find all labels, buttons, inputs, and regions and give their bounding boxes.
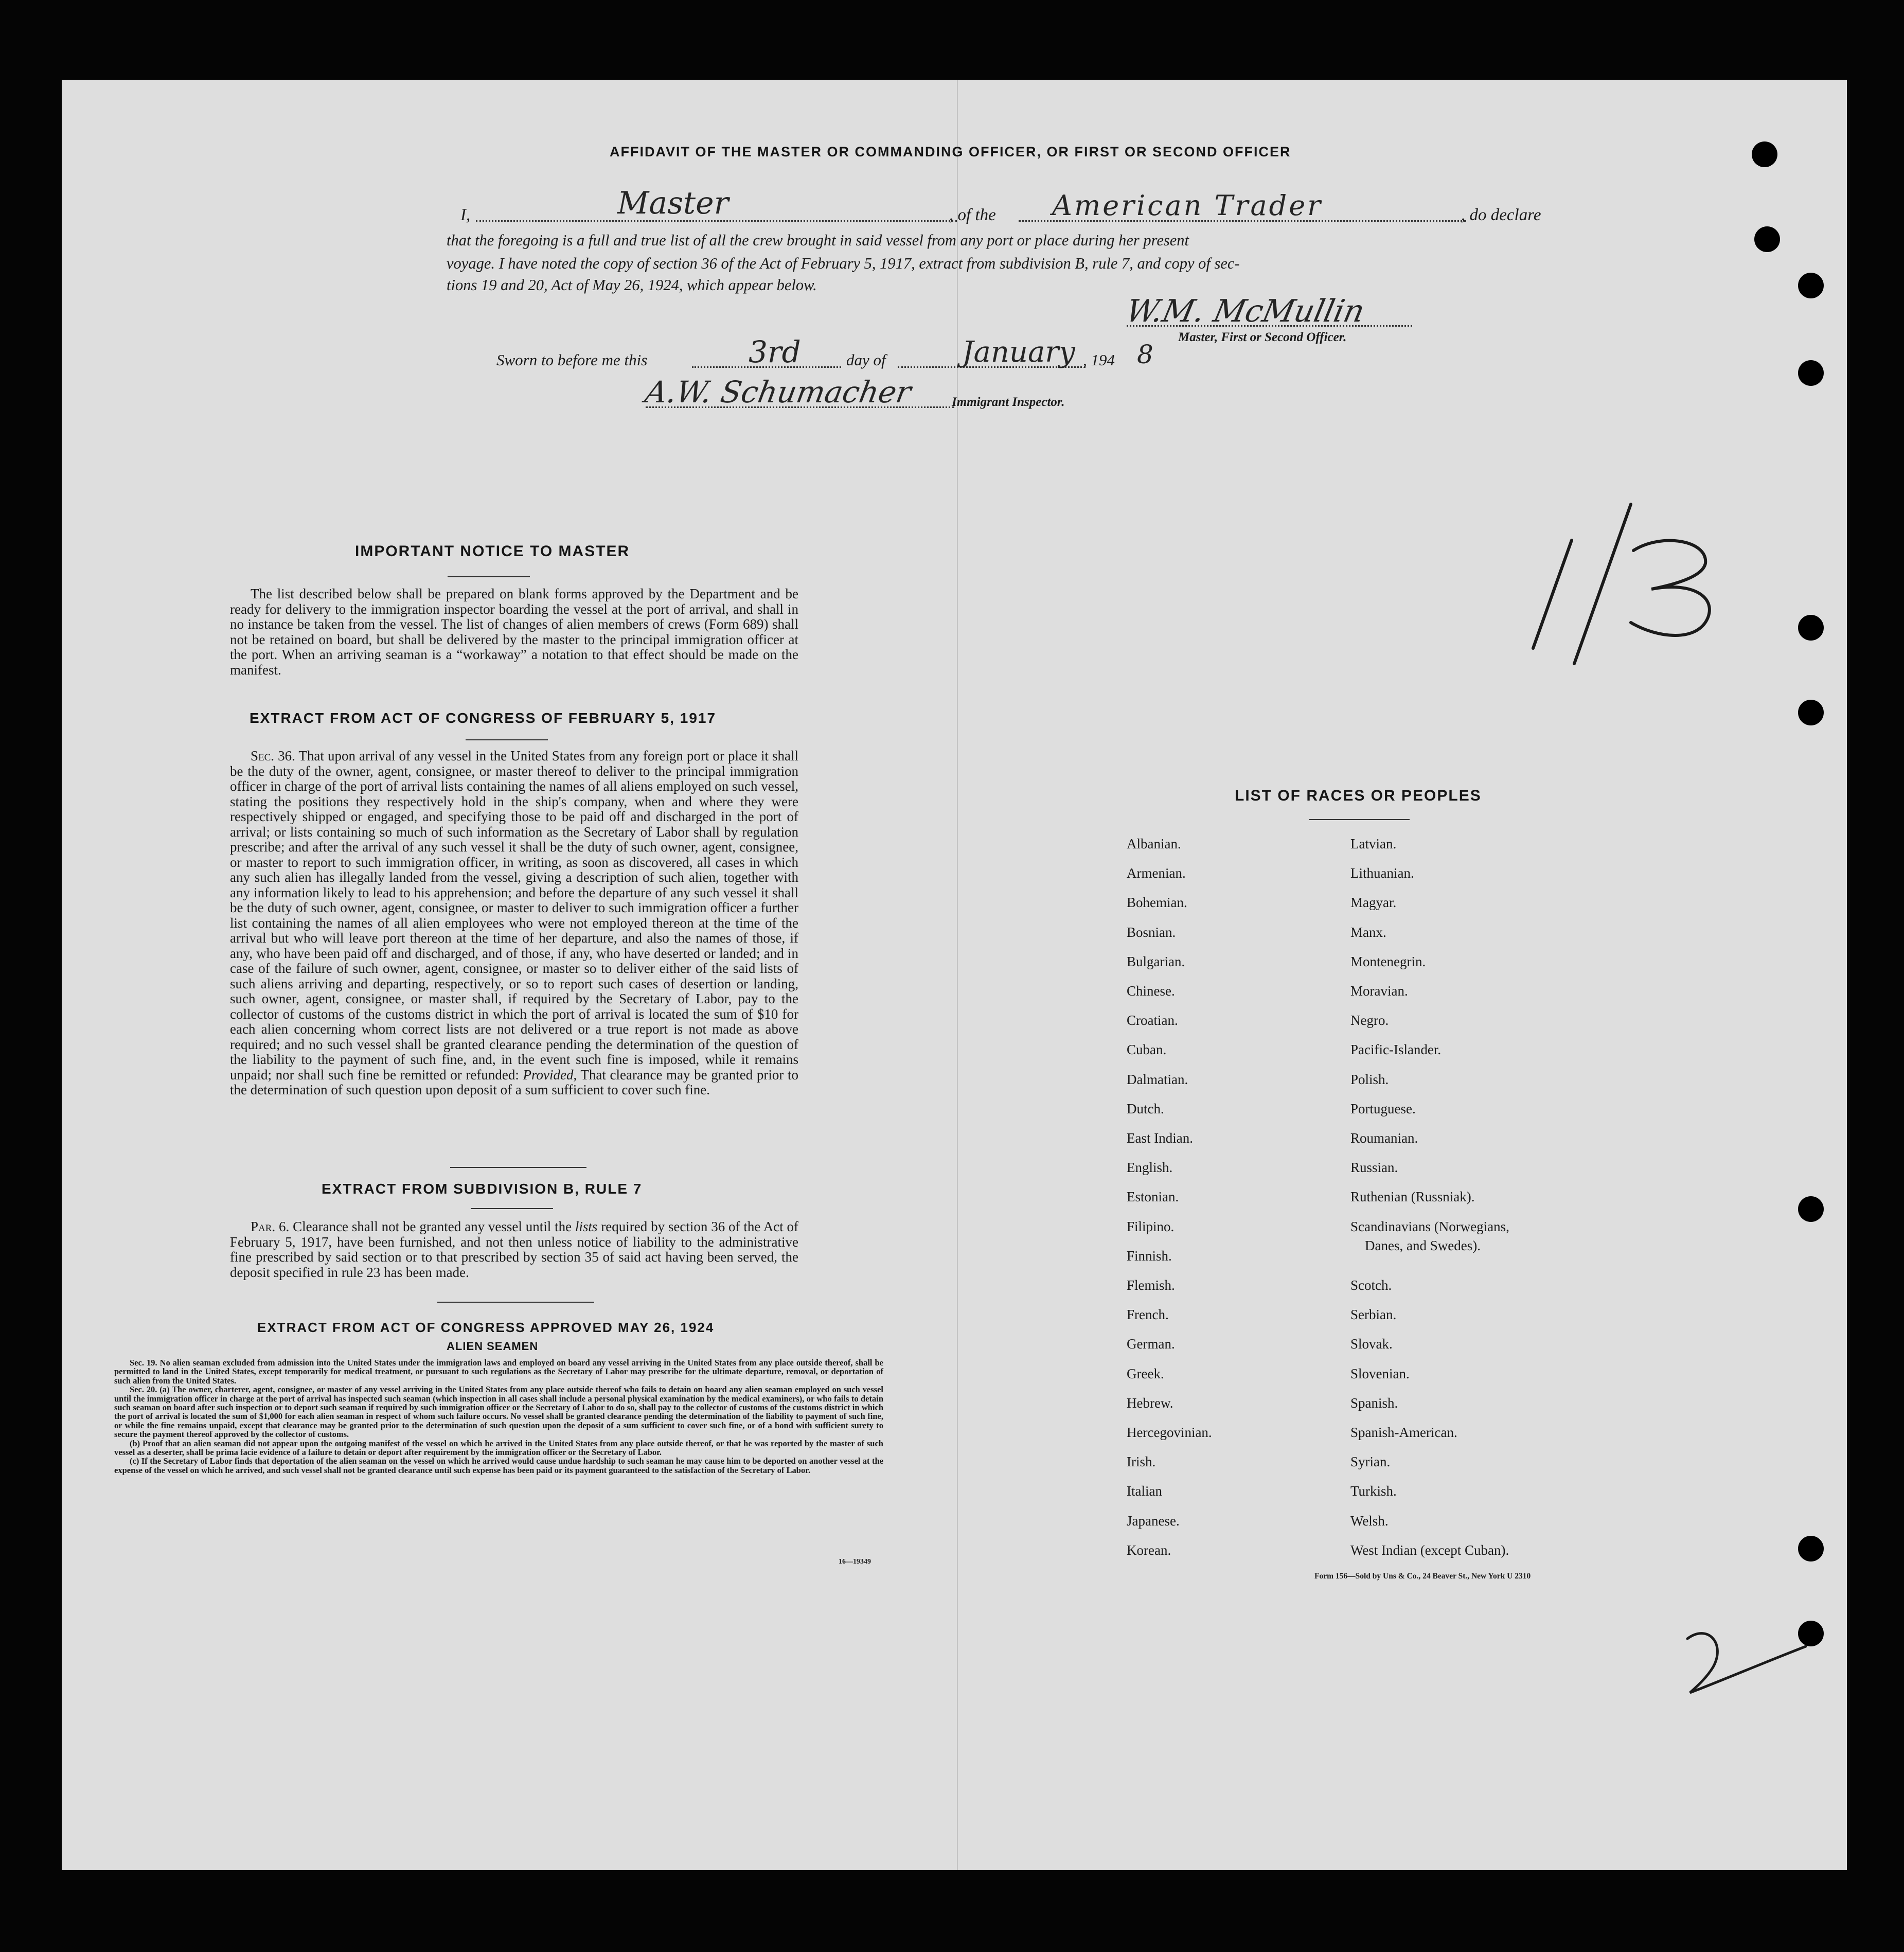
race-item: Japanese. — [1127, 1513, 1180, 1529]
notice-body — [230, 587, 798, 678]
race-item: Moravian. — [1350, 983, 1408, 999]
race-item: Bohemian. — [1127, 895, 1187, 911]
race-item: Croatian. — [1127, 1013, 1178, 1028]
divider — [466, 739, 548, 740]
race-item: Scandinavians (Norwegians, — [1350, 1218, 1509, 1234]
punch-hole — [1798, 1536, 1824, 1561]
punch-hole — [1798, 700, 1824, 725]
punch-hole — [1798, 273, 1824, 298]
year-prefix: , 194 — [1083, 351, 1115, 369]
race-item: Turkish. — [1350, 1483, 1397, 1499]
race-item: Hebrew. — [1127, 1395, 1173, 1411]
inspector-line — [646, 406, 954, 408]
punch-hole — [1752, 141, 1777, 167]
sworn-day: 3rd — [749, 334, 801, 369]
affidavit-body-line2: voyage. I have noted the copy of section 36 of the Act of February 5, 1917, extract from subdivision B, rule 7, and copy of sec- — [447, 255, 1240, 272]
race-item: Polish. — [1350, 1071, 1389, 1087]
race-item: Finnish. — [1127, 1248, 1172, 1264]
race-item: East Indian. — [1127, 1130, 1193, 1146]
race-item: Bulgarian. — [1127, 953, 1185, 969]
race-item: German. — [1127, 1336, 1175, 1352]
sec36-label: Sec. 36. — [251, 748, 295, 764]
punch-hole — [1798, 1196, 1824, 1222]
master-signature: W.M. McMullin — [1123, 293, 1368, 329]
subdivision-body — [230, 1219, 798, 1280]
provided-word: Provided, — [523, 1067, 577, 1083]
race-item: Italian — [1127, 1483, 1162, 1499]
divider — [471, 1208, 553, 1209]
sec20c-text: (c) If the Secretary of Labor finds that deportation of the alien seaman on the vessel on which he arrived would cause undue hardship to such seaman he may cause him to be deported on another vessel at the expense of the vessel on which he arrived, and such vessel shall not be granted clearance until such expense has been paid or its payment guaranteed to the satisfaction of the Secretary of Labor. — [114, 1456, 883, 1475]
extract1917-title: EXTRACT FROM ACT OF CONGRESS OF FEBRUARY 5, 1917 — [250, 710, 717, 726]
punch-hole — [1798, 360, 1824, 386]
notice-title: IMPORTANT NOTICE TO MASTER — [355, 543, 630, 560]
sworn-text: Sworn to before me this — [496, 351, 648, 369]
day-of-text: day of — [846, 351, 886, 369]
race-item: West Indian (except Cuban). — [1350, 1542, 1509, 1558]
affidavit-body-line3: tions 19 and 20, Act of May 26, 1924, which appear below. — [447, 276, 817, 294]
sec20b-text: (b) Proof that an alien seaman did not appear upon the outgoing manifest of the vessel on which he arrived in the United States from any place outside thereof, or that he was reported by the master of such vessel as a deserter, shall be prima facie evidence of a failure to detain or deport after requirement by the immigration officer or the Secretary of Labor. — [114, 1438, 883, 1458]
race-item: Lithuanian. — [1350, 865, 1414, 881]
race-item: Albanian. — [1127, 836, 1181, 851]
race-item: Bosnian. — [1127, 924, 1176, 940]
inspector-signature: A.W. Schumacher — [643, 375, 914, 410]
race-item: Welsh. — [1350, 1513, 1389, 1529]
divider — [437, 1302, 594, 1303]
race-item: Cuban. — [1127, 1042, 1167, 1058]
race-item: Danes, and Swedes). — [1365, 1237, 1481, 1253]
race-item: Spanish-American. — [1350, 1425, 1457, 1440]
race-item: Pacific-Islander. — [1350, 1042, 1442, 1058]
punch-hole — [1754, 226, 1780, 252]
divider — [1309, 819, 1410, 820]
par6-text-a: Clearance shall not be granted any vessel until the — [293, 1219, 572, 1234]
notice-paragraph: The list described below shall be prepared on blank forms approved by the Department and be ready for delivery to the immigration inspector boarding the vessel at the port of arrival, and shall in no instance be taken from the vessel. The list of changes of alien members of crews (Form 689) shall not be retained on board, but shall be delivered by the master to the principal immigration officer at the port. When an arriving seaman is a “workaway” a notation to that effect should be made on the manifest. — [230, 586, 798, 678]
extract1924-title: EXTRACT FROM ACT OF CONGRESS APPROVED MAY 26, 1924 — [257, 1320, 715, 1335]
signature-line — [1127, 325, 1412, 327]
extract1924-body — [114, 1358, 883, 1475]
affidavit-title: AFFIDAVIT OF THE MASTER OR COMMANDING OFFICER, OR FIRST OR SECOND OFFICER — [610, 144, 1291, 159]
punch-hole — [1798, 615, 1824, 641]
race-item: Scotch. — [1350, 1277, 1392, 1293]
race-item: Slovenian. — [1350, 1365, 1410, 1381]
race-item: Korean. — [1127, 1542, 1171, 1558]
sworn-month: January — [962, 335, 1075, 369]
race-item: Syrian. — [1350, 1454, 1391, 1470]
race-item: Dutch. — [1127, 1101, 1164, 1116]
center-fold — [957, 80, 958, 1870]
of-the-text: , of the — [949, 206, 996, 224]
printer-code: 16—19349 — [839, 1558, 871, 1566]
race-item: Filipino. — [1127, 1218, 1175, 1234]
race-item: Roumanian. — [1350, 1130, 1418, 1146]
master-handwritten: Master — [617, 185, 729, 221]
vessel-handwritten: American Trader — [1052, 189, 1323, 222]
par6-label: Par. 6. — [251, 1219, 290, 1234]
race-item: Magyar. — [1350, 895, 1397, 911]
divider — [450, 1167, 586, 1168]
inspector-caption: Immigrant Inspector. — [952, 395, 1065, 409]
extract1917-body — [230, 749, 798, 1098]
sec36-text: That upon arrival of any vessel in the United States from any foreign port or place it shall be the duty of the owner, agent, consignee, or master thereof to deliver to the principal immigration officer in charge of the port of arrival lists containing the names of all aliens employed on such vessel, stating the positions they respectively hold in the ship's company, when and where they were respectively shipped or engaged, and specifying those to be paid off and discharged in the port of arrival; or lists containing so much of such information as the Secretary of Labor shall by regulation prescribe; and after the arrival of any such vessel it shall be the duty of such owner, agent, consignee, or master to report to such immigration officer, in writing, as soon as discovered, all cases in which any such alien has illegally landed from the vessel, giving a description of such alien, together with any information likely to lead to his apprehension; and before the departure of any such vessel it shall be the duty of such owner, agent, consignee, or master to deliver to such immigration officer a further list containing the names of all alien employees who were not employed thereon at the time of the arrival but who will leave port thereon at the time of her departure, and also the names of those, if any, who have been paid off and discharged, and of those, if any, who have deserted or landed; and in case of the failure of such owner, agent, consignee, or master so to deliver either of the said lists of such aliens arriving and departing, respectively, or so to report such cases of desertion or landing, such owner, agent, consignee, or master shall, if required by the Secretary of Labor, pay to the collector of customs of the customs district in which the port of arrival is located the sum of $10 for each alien concerning whom correct lists are not delivered or a true report is not made as above required; and no such vessel shall be granted clearance pending the determination of the question of the liability to the payment of such fine, and, in the event such fine is imposed, while it remains unpaid; nor shall such fine be remitted or refunded: — [230, 748, 799, 1083]
sec36-text-end: That clearance may be granted prior to the determination of such question upon deposit of a sum sufficient to cover such fine. — [230, 1067, 799, 1097]
affidavit-line1-start: I, — [460, 206, 471, 224]
race-item: Slovak. — [1350, 1336, 1393, 1352]
race-item: Flemish. — [1127, 1277, 1175, 1293]
race-item: Montenegrin. — [1350, 953, 1426, 969]
race-item: Estonian. — [1127, 1189, 1179, 1205]
race-item: Russian. — [1350, 1160, 1398, 1176]
race-item: Armenian. — [1127, 865, 1186, 881]
race-item: Spanish. — [1350, 1395, 1398, 1411]
do-declare-text: , do declare — [1461, 206, 1541, 224]
page-number-annotation — [1523, 494, 1729, 679]
race-item: Negro. — [1350, 1013, 1389, 1028]
corner-mark-annotation — [1677, 1623, 1821, 1700]
lists-word: lists — [575, 1219, 598, 1234]
race-item: Portuguese. — [1350, 1101, 1416, 1116]
year-suffix: 8 — [1137, 340, 1153, 369]
race-item: Latvian. — [1350, 836, 1397, 851]
corner-mark-text — [0, 0, 1, 1]
race-item: Ruthenian (Russniak). — [1350, 1189, 1475, 1205]
race-item: Serbian. — [1350, 1307, 1397, 1323]
race-item: French. — [1127, 1307, 1169, 1323]
race-item: Dalmatian. — [1127, 1071, 1188, 1087]
sec20a-text: Sec. 20. (a) The owner, charterer, agent, consignee, or master of any vessel arriving in the United States from any place outside thereof who fails to detain on board any alien seaman employed on such vessel until the immigration officer in charge at the port of arrival has inspected such seaman (which inspection in all cases shall include a personal physical examination by the medical examiners), or who fails to detain such seaman on board after such inspection or to deport such seaman if required by such immigration officer or the Secretary of Labor to do so, shall pay to the collector of customs of the customs district in which the port of arrival is located the sum of $1,000 for each alien seaman in respect of whom such failure occurs. No vessel shall be granted clearance pending the determination of the liability to payment of such fine, or while the fine remains unpaid, except that clearance may be granted prior to the determination of such question upon the deposit of a sum sufficient to cover such fine, or of a bond with sufficient surety to secure the payment thereof approved by the collector of customs. — [114, 1385, 883, 1440]
races-title: LIST OF RACES OR PEOPLES — [1235, 787, 1482, 804]
race-item: Chinese. — [1127, 983, 1175, 999]
race-item: Manx. — [1350, 924, 1386, 940]
extract1924-subtitle: ALIEN SEAMEN — [447, 1340, 539, 1353]
race-item: Greek. — [1127, 1365, 1164, 1381]
divider — [448, 576, 530, 577]
race-item: Irish. — [1127, 1454, 1156, 1470]
sec19-text: Sec. 19. No alien seaman excluded from admission into the United States under the immigration laws and employed on board any vessel arriving in the United States from any place outside thereof, shall be permitted to land in the United States, except temporarily for medical treatment, or pursuant to such regulations as the Secretary of Labor may prescribe for the ultimate departure, removal, or deportation of such alien from the United States. — [114, 1358, 883, 1386]
subdivision-title: EXTRACT FROM SUBDIVISION B, RULE 7 — [322, 1181, 643, 1197]
race-item: English. — [1127, 1160, 1173, 1176]
form-footer: Form 156—Sold by Uns & Co., 24 Beaver St., New York U 2310 — [1314, 1572, 1531, 1581]
race-item: Hercegovinian. — [1127, 1425, 1212, 1440]
signature-caption: Master, First or Second Officer. — [1178, 330, 1347, 344]
affidavit-body-line1: that the foregoing is a full and true list of all the crew brought in said vessel from any port or place during her present — [447, 232, 1189, 249]
par6-text-b: required by section 36 of the Act of February 5, 1917, have been furnished, and not then unless notice of liability to the administrative fine prescribed by said section or to that prescribed by section 35 of said act having been served, the deposit specified in rule 23 has been made. — [230, 1219, 799, 1280]
